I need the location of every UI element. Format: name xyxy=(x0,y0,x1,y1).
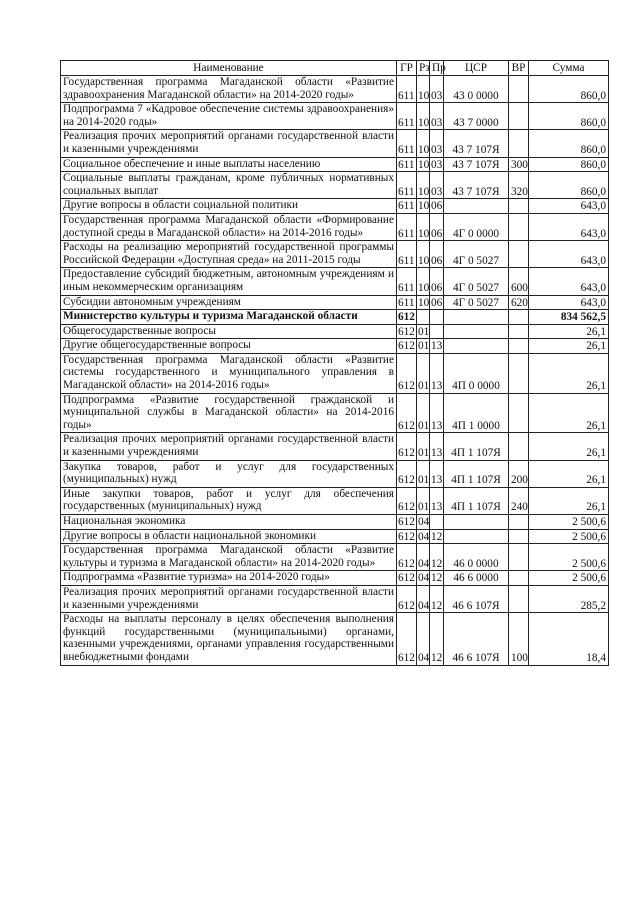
row-csr: 4П 1 0000 xyxy=(444,393,509,433)
row-pr: 03 xyxy=(430,130,444,157)
row-pr: 13 xyxy=(430,487,444,514)
row-pr: 13 xyxy=(430,393,444,433)
row-sum: 285,2 xyxy=(529,585,609,612)
row-name: Государственная программа Магаданской области «Развитие культуры и туризма в Магаданской области» на 2014-2020 годы» xyxy=(61,544,397,571)
row-gr: 611 xyxy=(397,172,417,199)
row-sum: 26,1 xyxy=(529,324,609,339)
table-row xyxy=(61,295,609,310)
row-rz: 01 xyxy=(418,340,430,353)
table-header-row xyxy=(61,61,609,76)
row-gr: 611 xyxy=(397,103,417,130)
row-name: Государственная программа Магаданской области «Развитие здравоохранения Магаданской области» на 2014-2020 годы» xyxy=(61,76,397,103)
row-name: Другие вопросы в области социальной политики xyxy=(61,199,397,214)
row-csr: 4Г 0 0000 xyxy=(444,213,509,240)
row-gr: 611 xyxy=(397,213,417,240)
row-rz: 01 xyxy=(417,393,430,433)
row-pr: 06 xyxy=(430,241,444,268)
table-row xyxy=(61,460,609,487)
table-row xyxy=(61,103,609,130)
row-name: Предоставление субсидий бюджетным, автономным учреждениям и иным некоммерческим организациям xyxy=(61,268,397,295)
table-row xyxy=(61,199,609,214)
row-sum: 643,0 xyxy=(529,295,609,310)
row-sum: 860,0 xyxy=(529,157,609,172)
table-row xyxy=(61,76,609,103)
row-rz: 04 xyxy=(418,516,430,528)
row-csr: 4Г 0 5027 xyxy=(444,268,509,295)
row-rz: 04 xyxy=(417,613,430,665)
row-rz: 10 xyxy=(417,76,430,103)
row-name: Реализация прочих мероприятий органами государственной власти и казенными учреждениями xyxy=(61,433,397,460)
row-pr: 06 xyxy=(431,296,443,309)
row-rz: 04 xyxy=(418,572,430,585)
row-gr: 611 xyxy=(397,241,417,268)
row-pr xyxy=(430,324,444,339)
row-sum: 26,1 xyxy=(529,393,609,433)
row-rz: 04 xyxy=(418,530,430,543)
row-gr: 612 xyxy=(397,487,417,514)
row-sum: 2 500,6 xyxy=(529,571,609,586)
header-gr: ГР xyxy=(397,61,417,76)
row-pr: 03 xyxy=(430,172,444,199)
row-vr xyxy=(509,76,529,103)
row-rz: 01 xyxy=(417,353,430,393)
row-rz: 04 xyxy=(417,585,430,612)
row-csr: 43 7 107Я xyxy=(444,130,509,157)
row-vr xyxy=(509,103,529,130)
row-pr: 13 xyxy=(430,353,444,393)
row-pr: 13 xyxy=(430,433,444,460)
table-row xyxy=(61,585,609,612)
row-gr: 611 xyxy=(398,158,415,171)
row-pr: 12 xyxy=(431,572,443,585)
row-sum: 2 500,6 xyxy=(529,529,609,544)
row-csr: 43 7 0000 xyxy=(444,103,509,130)
row-sum: 860,0 xyxy=(529,103,609,130)
row-csr: 43 7 107Я xyxy=(444,157,509,172)
table-row xyxy=(61,353,609,393)
row-pr: 12 xyxy=(430,585,444,612)
table-row xyxy=(61,310,609,325)
row-gr: 612 xyxy=(398,311,415,324)
table-row xyxy=(61,571,609,586)
row-csr: 46 6 0000 xyxy=(444,571,509,586)
row-gr: 611 xyxy=(398,296,415,309)
row-pr: 06 xyxy=(431,200,443,213)
row-name: Государственная программа Магаданской области «Формирование доступной среды в Магаданской области» на 2014-2016 годы» xyxy=(61,213,397,240)
row-name: Реализация прочих мероприятий органами государственной власти и казенными учреждениями xyxy=(61,585,397,612)
row-name: Реализация прочих мероприятий органами государственной власти и казенными учреждениями xyxy=(61,130,397,157)
row-name: Социальное обеспечение и иные выплаты населению xyxy=(61,157,397,172)
header-name: Наименование xyxy=(61,61,397,76)
row-gr: 612 xyxy=(397,544,417,571)
row-pr: 12 xyxy=(431,530,443,543)
row-rz xyxy=(417,310,430,325)
row-name: Общегосударственные вопросы xyxy=(61,324,397,339)
row-pr: 13 xyxy=(430,460,444,487)
row-rz: 10 xyxy=(417,241,430,268)
row-name: Министерство культуры и туризма Магаданской области xyxy=(61,310,397,325)
row-sum: 643,0 xyxy=(529,241,609,268)
row-sum: 860,0 xyxy=(529,172,609,199)
row-gr: 612 xyxy=(398,530,415,543)
row-sum: 2 500,6 xyxy=(529,544,609,571)
row-pr: 06 xyxy=(430,268,444,295)
table-row xyxy=(61,393,609,433)
row-sum: 18,4 xyxy=(529,613,609,665)
row-gr: 611 xyxy=(398,200,415,213)
row-gr: 612 xyxy=(398,516,415,528)
row-name: Другие вопросы в области национальной экономики xyxy=(61,529,397,544)
row-vr xyxy=(509,241,529,268)
row-rz: 10 xyxy=(417,103,430,130)
row-pr: 03 xyxy=(431,158,443,171)
row-csr xyxy=(444,339,509,354)
row-csr: 4П 1 107Я xyxy=(444,460,509,487)
table-row xyxy=(61,544,609,571)
row-csr: 46 0 0000 xyxy=(444,544,509,571)
row-sum: 26,1 xyxy=(529,433,609,460)
row-rz: 10 xyxy=(418,296,430,309)
row-gr: 612 xyxy=(397,393,417,433)
row-vr: 620 xyxy=(509,295,529,310)
row-name: Социальные выплаты гражданам, кроме публичных нормативных социальных выплат xyxy=(61,172,397,199)
table-row xyxy=(61,157,609,172)
row-csr: 4П 1 107Я xyxy=(444,487,509,514)
row-vr xyxy=(509,130,529,157)
row-gr: 612 xyxy=(397,433,417,460)
table-row xyxy=(61,515,609,530)
row-pr xyxy=(430,310,444,325)
row-csr: 46 6 107Я xyxy=(444,585,509,612)
row-name: Подпрограмма «Развитие туризма» на 2014-2020 годы» xyxy=(61,571,397,586)
row-name: Подпрограмма «Развитие государственной гражданской и муниципальной службы в Магаданской области» на 2014-2016 годы» xyxy=(61,393,397,433)
budget-table xyxy=(60,60,609,666)
row-sum: 643,0 xyxy=(529,268,609,295)
row-csr xyxy=(444,199,509,214)
row-gr: 612 xyxy=(397,613,417,665)
row-csr: 4П 1 107Я xyxy=(444,433,509,460)
row-vr xyxy=(509,353,529,393)
row-csr: 43 7 107Я xyxy=(444,172,509,199)
row-pr: 06 xyxy=(430,213,444,240)
table-row xyxy=(61,268,609,295)
row-sum: 860,0 xyxy=(529,130,609,157)
row-vr xyxy=(509,324,529,339)
header-vr: ВР xyxy=(509,61,529,76)
row-csr: 4П 0 0000 xyxy=(444,353,509,393)
header-csr: ЦСР xyxy=(444,61,509,76)
row-rz: 10 xyxy=(417,268,430,295)
row-vr xyxy=(509,199,529,214)
table-row xyxy=(61,172,609,199)
row-gr: 612 xyxy=(397,585,417,612)
row-sum: 2 500,6 xyxy=(529,515,609,530)
table-row xyxy=(61,613,609,665)
row-rz: 10 xyxy=(417,172,430,199)
row-vr xyxy=(509,310,529,325)
table-row xyxy=(61,213,609,240)
row-name: Расходы на реализацию мероприятий государственной программы Российской Федерации «Доступная среда» на 2011-2015 годы xyxy=(61,241,397,268)
row-vr xyxy=(509,585,529,612)
row-gr: 612 xyxy=(398,572,415,585)
row-csr xyxy=(444,324,509,339)
row-name: Закупка товаров, работ и услуг для государственных (муниципальных) нужд xyxy=(61,460,397,487)
row-rz: 10 xyxy=(418,200,430,213)
row-gr: 611 xyxy=(397,76,417,103)
row-name: Субсидии автономным учреждениям xyxy=(61,295,397,310)
row-vr xyxy=(509,433,529,460)
row-sum: 643,0 xyxy=(529,199,609,214)
row-name: Подпрограмма 7 «Кадровое обеспечение системы здравоохранения» на 2014-2020 годы» xyxy=(61,103,397,130)
document-page xyxy=(60,60,608,666)
row-csr: 43 0 0000 xyxy=(444,76,509,103)
row-vr xyxy=(509,515,529,530)
row-rz: 01 xyxy=(418,325,430,338)
table-row xyxy=(61,529,609,544)
row-gr: 611 xyxy=(397,268,417,295)
row-sum: 834 562,5 xyxy=(529,310,609,325)
table-row xyxy=(61,433,609,460)
row-vr: 240 xyxy=(509,487,529,514)
row-csr: 4Г 0 5027 xyxy=(444,241,509,268)
table-row xyxy=(61,487,609,514)
row-sum: 26,1 xyxy=(529,460,609,487)
row-vr xyxy=(509,571,529,586)
row-vr xyxy=(509,544,529,571)
row-pr xyxy=(430,515,444,530)
table-row xyxy=(61,324,609,339)
row-csr: 46 6 107Я xyxy=(444,613,509,665)
row-rz: 10 xyxy=(417,130,430,157)
row-gr: 611 xyxy=(397,130,417,157)
table-row xyxy=(61,130,609,157)
row-csr xyxy=(444,529,509,544)
header-pr: Пр xyxy=(430,61,444,76)
row-sum: 26,1 xyxy=(529,487,609,514)
row-gr: 612 xyxy=(397,460,417,487)
row-csr xyxy=(444,515,509,530)
row-rz: 01 xyxy=(417,433,430,460)
row-gr: 612 xyxy=(398,325,415,338)
row-vr: 200 xyxy=(509,460,529,487)
row-name: Государственная программа Магаданской области «Развитие системы государственного и муниципального управления в Магаданской области» на 2014-2016 годы» xyxy=(61,353,397,393)
row-vr xyxy=(509,339,529,354)
row-pr: 03 xyxy=(430,76,444,103)
row-csr: 4Г 0 5027 xyxy=(444,295,509,310)
row-vr xyxy=(509,213,529,240)
row-sum: 26,1 xyxy=(529,339,609,354)
row-name: Национальная экономика xyxy=(61,515,397,530)
header-rz: Рз xyxy=(417,61,430,76)
row-vr xyxy=(509,393,529,433)
table-row xyxy=(61,241,609,268)
row-vr: 600 xyxy=(509,268,529,295)
row-sum: 860,0 xyxy=(529,76,609,103)
row-name: Иные закупки товаров, работ и услуг для обеспечения государственных (муниципальных) нужд xyxy=(61,487,397,514)
row-rz: 10 xyxy=(418,158,430,171)
row-vr: 300 xyxy=(509,157,529,172)
row-name: Другие общегосударственные вопросы xyxy=(61,339,397,354)
row-rz: 10 xyxy=(417,213,430,240)
row-sum: 26,1 xyxy=(529,353,609,393)
row-gr: 612 xyxy=(398,340,415,353)
table-row xyxy=(61,339,609,354)
row-name: Расходы на выплаты персоналу в целях обеспечения выполнения функций государственными (муниципальными) органами, казенными учреждениями, органами управления государственными внебюджетными фондами xyxy=(61,613,397,665)
row-gr: 612 xyxy=(397,353,417,393)
row-pr: 12 xyxy=(430,544,444,571)
row-rz: 01 xyxy=(417,487,430,514)
row-pr: 03 xyxy=(430,103,444,130)
row-pr: 13 xyxy=(431,340,443,353)
row-rz: 01 xyxy=(417,460,430,487)
row-csr xyxy=(444,310,509,325)
header-sum: Сумма xyxy=(529,61,609,76)
row-sum: 643,0 xyxy=(529,213,609,240)
row-pr: 12 xyxy=(430,613,444,665)
row-vr xyxy=(509,529,529,544)
row-vr: 320 xyxy=(509,172,529,199)
row-vr: 100 xyxy=(509,613,529,665)
row-rz: 04 xyxy=(417,544,430,571)
